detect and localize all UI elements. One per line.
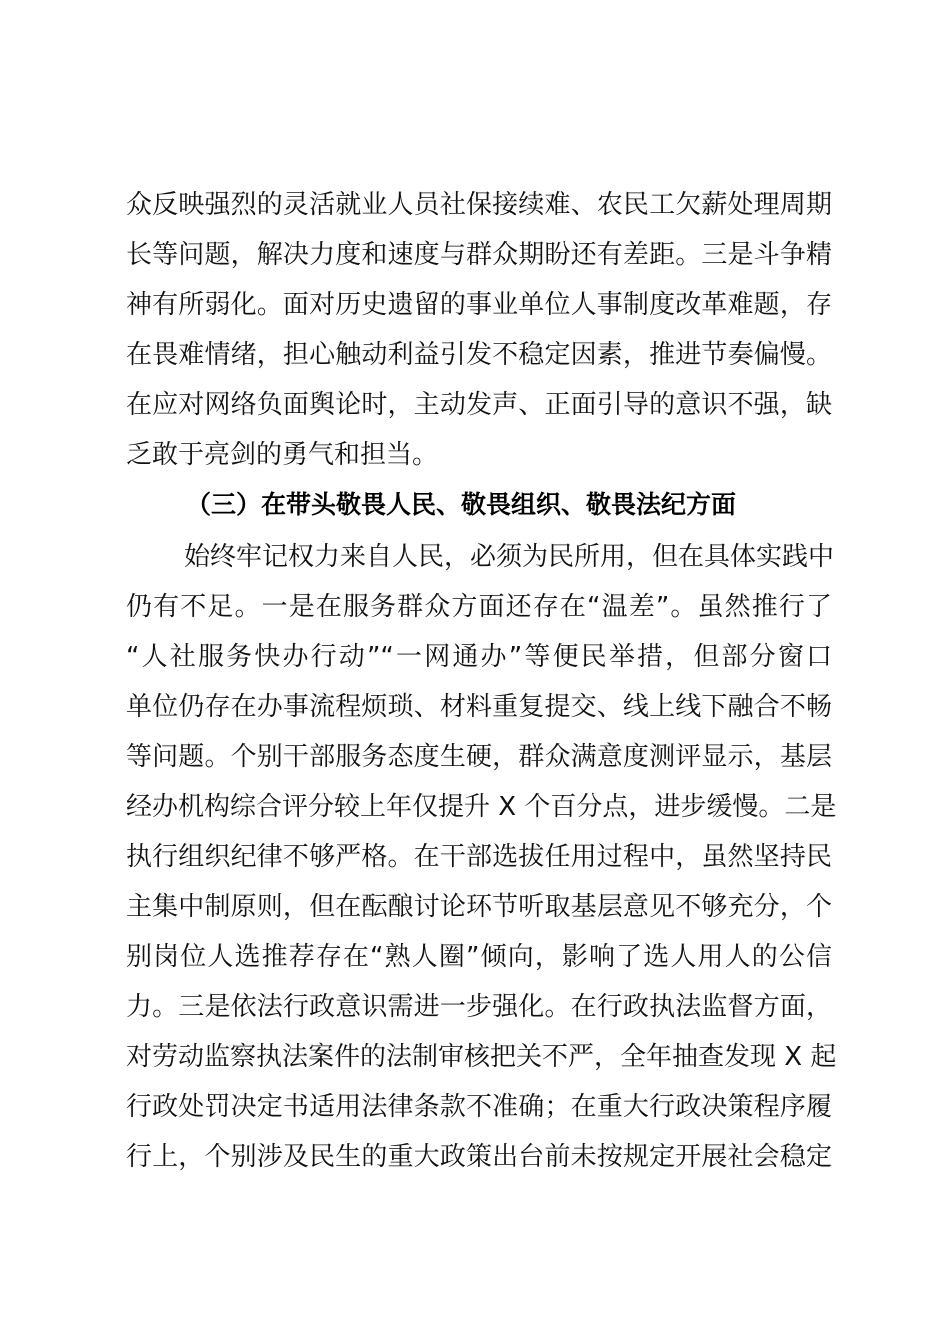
paragraph-line: 经办机构综合评分较上年仅提升 X 个百分点，进步缓慢。二是 [126,792,837,822]
paragraph-line: 单位仍存在办事流程烦琐、材料重复提交、线上线下融合不畅 [126,692,832,722]
paragraph-line: “人社服务快办行动”“一网通办”等便民举措，但部分窗口 [126,642,832,672]
paragraph-line: 长等问题，解决力度和速度与群众期盼还有差距。三是斗争精 [126,240,832,270]
paragraph-line: 仍有不足。一是在服务群众方面还存在“温差”。虽然推行了 [126,592,832,622]
paragraph-line-first: 始终牢记权力来自人民，必须为民所用，但在具体实践中 [184,542,835,572]
paragraph-line: 在应对网络负面舆论时，主动发声、正面引导的意识不强，缺 [126,390,832,420]
paragraph-line: 主集中制原则，但在酝酿讨论环节听取基层意见不够充分，个 [126,892,832,922]
paragraph-line: 神有所弱化。面对历史遗留的事业单位人事制度改革难题，存 [126,290,832,320]
paragraph-line: 行政处罚决定书适用法律条款不准确；在重大行政决策程序履 [126,1092,832,1122]
paragraph-line: 力。三是依法行政意识需进一步强化。在行政执法监督方面， [126,992,832,1022]
paragraph-line: 等问题。个别干部服务态度生硬，群众满意度测评显示，基层 [126,742,832,772]
paragraph-line: 别岗位人选推荐存在“熟人圈”倾向，影响了选人用人的公信 [126,942,832,972]
paragraph-line: 乏敢于亮剑的勇气和担当。 [126,440,439,470]
section-heading: （三）在带头敬畏人民、敬畏组织、敬畏法纪方面 [186,490,737,519]
paragraph-line: 众反映强烈的灵活就业人员社保接续难、农民工欠薪处理周期 [126,190,832,220]
paragraph-line: 在畏难情绪，担心触动利益引发不稳定因素，推进节奏偏慢。 [126,340,832,370]
paragraph-line: 执行组织纪律不够严格。在干部选拔任用过程中，虽然坚持民 [126,842,832,872]
paragraph-line: 行上，个别涉及民生的重大政策出台前未按规定开展社会稳定 [126,1142,832,1172]
paragraph-line: 对劳动监察执法案件的法制审核把关不严，全年抽查发现 X 起 [126,1042,837,1072]
